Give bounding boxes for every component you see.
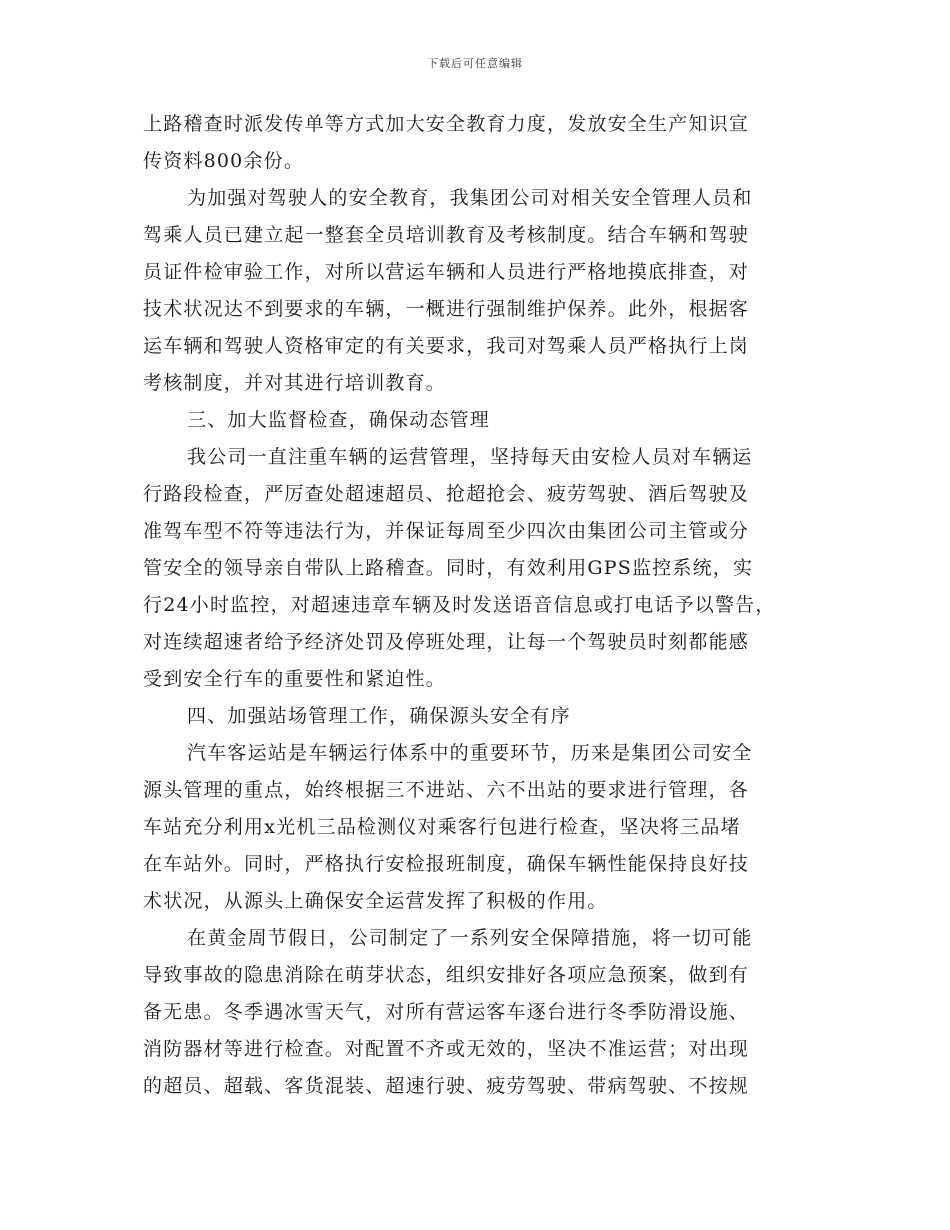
text-line: 运车辆和驾驶人资格审定的有关要求，我司对驾乘人员严格执行上岗	[143, 335, 750, 357]
text-line: 准驾车型不符等违法行为，并保证每周至少四次由集团公司主管或分	[143, 520, 750, 542]
text-line: 行24小时监控，对超速违章车辆及时发送语音信息或打电话予以警告，	[143, 594, 776, 616]
text-line: 对连续超速者给予经济处罚及停班处理，让每一个驾驶员时刻都能感	[143, 631, 750, 653]
text-line: 术状况，从源头上确保安全运营发挥了积极的作用。	[143, 890, 608, 912]
text-line: 在黄金周节假日，公司制定了一系列安全保障措施，将一切可能	[187, 927, 753, 949]
text-line: 为加强对驾驶人的安全教育，我集团公司对相关安全管理人员和	[187, 187, 753, 209]
document-body	[143, 106, 815, 1105]
text-line: 管安全的领导亲自带队上路稽查。同时，有效利用GPS监控系统，实	[143, 557, 754, 579]
text-line: 三、加大监督检查，确保动态管理	[187, 409, 491, 431]
text-line: 消防器材等进行检查。对配置不齐或无效的，坚决不准运营；对出现	[143, 1038, 750, 1060]
text-line: 汽车客运站是车辆运行体系中的重要环节，历来是集团公司安全	[187, 742, 753, 764]
text-line: 传资料800余份。	[143, 150, 305, 172]
text-line: 驾乘人员已建立起一整套全员培训教育及考核制度。结合车辆和驾驶	[143, 224, 750, 246]
text-line: 员证件检审验工作，对所以营运车辆和人员进行严格地摸底排查，对	[143, 261, 750, 283]
text-line: 技术状况达不到要求的车辆，一概进行强制维护保养。此外，根据客	[143, 298, 750, 320]
text-line: 行路段检查，严厉查处超速超员、抢超抢会、疲劳驾驶、酒后驾驶及	[143, 483, 750, 505]
page-header: 下载后可任意编辑	[427, 57, 523, 70]
text-line: 的超员、超载、客货混装、超速行驶、疲劳驾驶、带病驾驶、不按规	[143, 1075, 750, 1097]
text-line: 四、加强站场管理工作，确保源头安全有序	[187, 705, 571, 727]
text-line: 源头管理的重点，始终根据三不进站、六不出站的要求进行管理，各	[143, 779, 750, 801]
text-line: 备无患。冬季遇冰雪天气，对所有营运客车逐台进行冬季防滑设施、	[143, 1001, 750, 1023]
text-line: 导致事故的隐患消除在萌芽状态，组织安排好各项应急预案，做到有	[143, 964, 750, 986]
text-line: 我公司一直注重车辆的运营管理，坚持每天由安检人员对车辆运	[187, 446, 753, 468]
text-line: 考核制度，并对其进行培训教育。	[143, 372, 447, 394]
text-line: 上路稽查时派发传单等方式加大安全教育力度，发放安全生产知识宣	[143, 113, 750, 135]
text-line: 车站充分利用x光机三品检测仪对乘客行包进行检查，坚决将三品堵	[143, 816, 741, 838]
text-line: 受到安全行车的重要性和紧迫性。	[143, 668, 447, 690]
text-line: 在车站外。同时，严格执行安检报班制度，确保车辆性能保持良好技	[143, 853, 750, 875]
